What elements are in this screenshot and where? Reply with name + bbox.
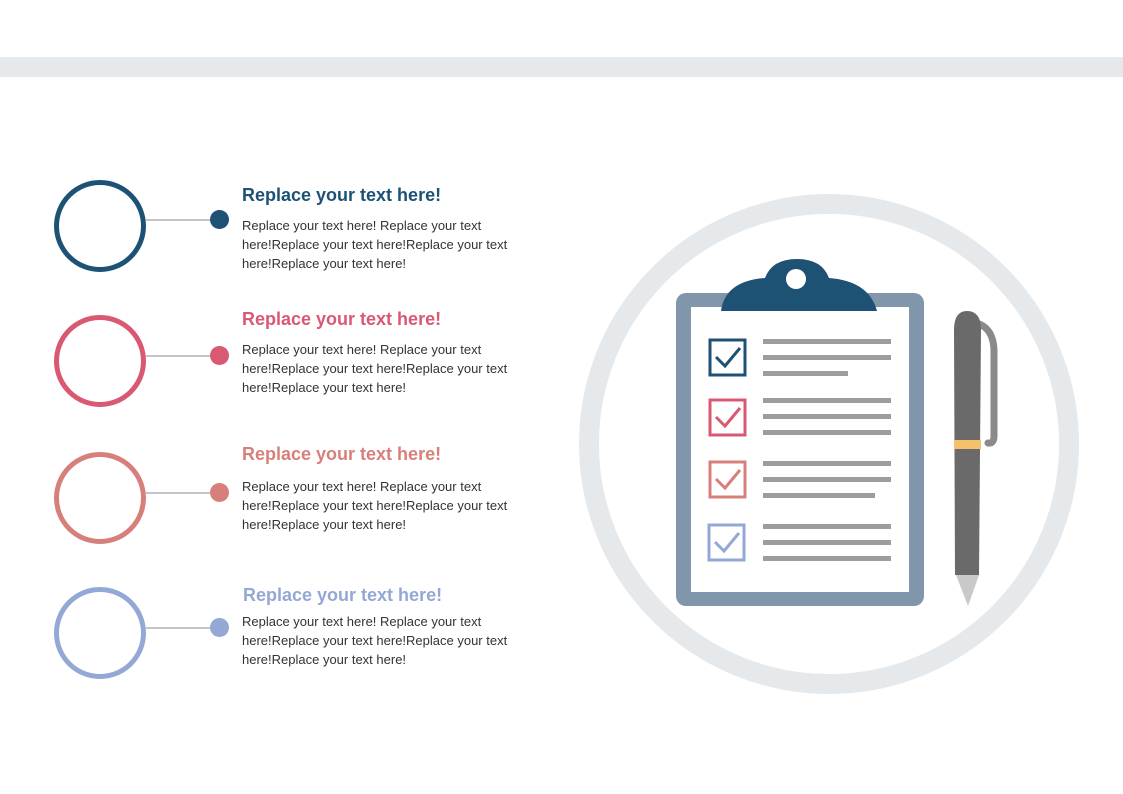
pen-icon xyxy=(954,311,994,606)
item-title: Replace your text here! xyxy=(242,444,442,464)
ring-icon xyxy=(54,180,146,272)
item-title: Replace your text here! xyxy=(242,309,442,329)
connector-line xyxy=(146,355,212,357)
connector-line xyxy=(146,627,212,629)
item-body: Replace your text here! Replace your text here!Replace your text here!Replace your text here!Replace your text here! xyxy=(242,218,508,271)
item-body: Replace your text here! Replace your text here!Replace your text here!Replace your text here!Replace your text here! xyxy=(242,614,508,667)
list-item-4 xyxy=(0,587,560,697)
connector-line xyxy=(146,219,212,221)
connector-line xyxy=(146,492,212,494)
clipboard-illustration xyxy=(570,180,1090,710)
item-body: Replace your text here! Replace your text here!Replace your text here!Replace your text here!Replace your text here! xyxy=(242,342,508,395)
ring-icon xyxy=(54,315,146,407)
dot-marker xyxy=(210,618,229,637)
item-title: Replace your text here! xyxy=(243,585,443,605)
item-title: Replace your text here! xyxy=(242,185,442,205)
dot-marker xyxy=(210,210,229,229)
dot-marker xyxy=(210,483,229,502)
ring-icon xyxy=(54,587,146,679)
list-item-2 xyxy=(0,309,560,425)
list-item-3 xyxy=(0,444,560,562)
list-item-1 xyxy=(0,180,560,290)
ring-icon xyxy=(54,452,146,544)
dot-marker xyxy=(210,346,229,365)
top-band xyxy=(0,57,1123,77)
item-body: Replace your text here! Replace your text here!Replace your text here!Replace your text here!Replace your text here! xyxy=(242,479,508,532)
